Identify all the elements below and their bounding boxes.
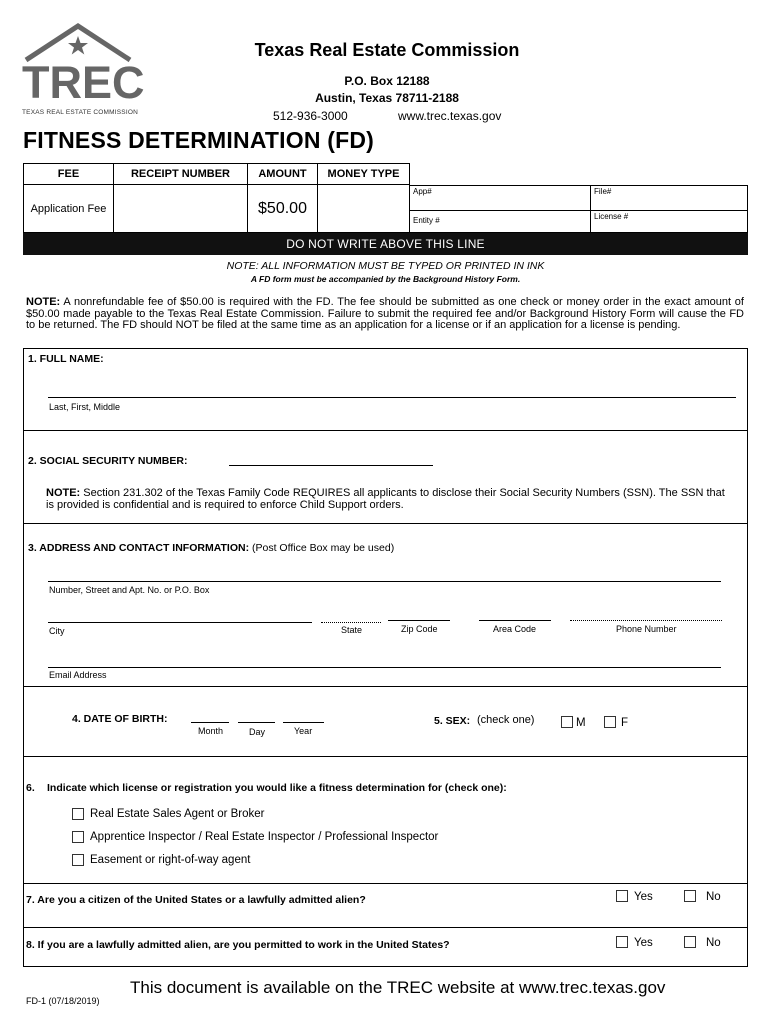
phone-number: 512-936-3000 bbox=[273, 109, 348, 123]
citizen-no-checkbox[interactable] bbox=[684, 890, 696, 902]
work-permit-yes-checkbox[interactable] bbox=[616, 936, 628, 948]
sales-agent-label: Real Estate Sales Agent or Broker bbox=[90, 808, 265, 820]
license-type-number: 6. bbox=[26, 782, 35, 794]
amount-header: AMOUNT bbox=[248, 164, 318, 185]
section-ssn bbox=[23, 430, 748, 524]
fee-note-label: NOTE: bbox=[26, 296, 61, 308]
work-permit-yes-label: Yes bbox=[634, 937, 653, 949]
city-hint: City bbox=[49, 626, 65, 636]
fee-table bbox=[23, 163, 410, 233]
sex-m-checkbox[interactable] bbox=[561, 716, 573, 728]
citizen-yes-checkbox[interactable] bbox=[616, 890, 628, 902]
sex-f-checkbox[interactable] bbox=[604, 716, 616, 728]
dob-month-hint: Month bbox=[198, 726, 224, 736]
dob-year-line[interactable] bbox=[283, 722, 324, 723]
sex-m-label: M bbox=[576, 717, 586, 729]
ssn-note-label: NOTE: bbox=[46, 487, 81, 499]
state-input-line[interactable] bbox=[321, 622, 381, 623]
section-work-permit bbox=[23, 927, 748, 967]
office-use-box bbox=[409, 185, 748, 233]
receipt-cell[interactable] bbox=[114, 185, 248, 233]
fee-note-text: A nonrefundable fee of $50.00 is required with the FD. The fee should be submitted as one check or money order in the exact amount of $50.00 made payable to the Texas Real Estate Commission. Failure to submit the required fee and/or Background History Form will cause the FD to be returned. The FD should NOT be filed at the same time as an application for a license or if an application for a license is pending. bbox=[26, 296, 744, 331]
logo-word: TREC bbox=[22, 57, 145, 108]
area-code-input-line[interactable] bbox=[479, 620, 551, 621]
dob-label: 4. DATE OF BIRTH: bbox=[72, 713, 168, 725]
citizen-label: 7. Are you a citizen of the United States or a lawfully admitted alien? bbox=[26, 894, 366, 906]
form-revision: FD-1 (07/18/2019) bbox=[26, 996, 100, 1006]
street-hint: Number, Street and Apt. No. or P.O. Box bbox=[49, 585, 210, 595]
zip-hint: Zip Code bbox=[401, 624, 438, 634]
dob-year-hint: Year bbox=[294, 726, 313, 736]
city-line: Austin, Texas 78711-2188 bbox=[315, 91, 459, 105]
work-permit-label: 8. If you are a lawfully admitted alien, are you permitted to work in the United States? bbox=[26, 939, 450, 951]
phone-hint: Phone Number bbox=[616, 624, 677, 634]
state-hint: State bbox=[341, 625, 363, 635]
star-icon bbox=[68, 36, 88, 55]
po-box: P.O. Box 12188 bbox=[344, 74, 430, 88]
amount-cell: $50.00 bbox=[248, 185, 318, 233]
section-citizen bbox=[23, 883, 748, 928]
license-number-field: License # bbox=[590, 211, 631, 235]
section-full-name bbox=[23, 348, 748, 431]
fee-header: FEE bbox=[24, 164, 114, 185]
form-title: FITNESS DETERMINATION (FD) bbox=[23, 127, 375, 153]
do-not-write-banner: DO NOT WRITE ABOVE THIS LINE bbox=[23, 233, 748, 255]
fee-note bbox=[26, 297, 744, 332]
sex-label: 5. SEX: bbox=[434, 715, 471, 727]
section-address bbox=[23, 523, 748, 687]
money-type-cell[interactable] bbox=[318, 185, 410, 233]
email-hint: Email Address bbox=[49, 670, 107, 680]
address-label: 3. ADDRESS AND CONTACT INFORMATION: bbox=[28, 542, 250, 554]
citizen-no-label: No bbox=[706, 891, 721, 903]
app-number-field: App# bbox=[413, 187, 432, 196]
section-dob-sex bbox=[23, 686, 748, 757]
sex-f-label: F bbox=[621, 717, 629, 729]
ink-note: NOTE: ALL INFORMATION MUST BE TYPED OR PRINTED IN INK bbox=[226, 260, 545, 272]
receipt-header: RECEIPT NUMBER bbox=[114, 164, 248, 185]
full-name-input-line[interactable] bbox=[48, 397, 736, 398]
fee-cell: Application Fee bbox=[24, 185, 114, 233]
work-permit-no-label: No bbox=[706, 937, 721, 949]
easement-agent-label: Easement or right-of-way agent bbox=[90, 854, 251, 866]
city-input-line[interactable] bbox=[48, 622, 312, 623]
full-name-label: 1. FULL NAME: bbox=[28, 353, 104, 365]
background-form-note: A FD form must be accompanied by the Background History Form. bbox=[250, 274, 521, 284]
org-title: Texas Real Estate Commission bbox=[254, 40, 520, 60]
license-type-label: Indicate which license or registration you would like a fitness determination for (check one): bbox=[47, 782, 507, 794]
ssn-label: 2. SOCIAL SECURITY NUMBER: bbox=[28, 455, 188, 467]
logo-subtitle: TEXAS REAL ESTATE COMMISSION bbox=[22, 109, 138, 116]
ssn-note-text: Section 231.302 of the Texas Family Code REQUIRES all applicants to disclose their Social Security Numbers (SSN). The SSN that is provided is confidential and is required to enforce Child Support orders. bbox=[46, 487, 725, 511]
area-code-hint: Area Code bbox=[493, 624, 537, 634]
email-input-line[interactable] bbox=[48, 667, 721, 668]
sales-agent-checkbox[interactable] bbox=[72, 808, 84, 820]
section-license-type bbox=[23, 756, 748, 884]
website-link[interactable]: www.trec.texas.gov bbox=[398, 109, 502, 123]
file-number-field: File# bbox=[590, 186, 614, 210]
footer-note: This document is available on the TREC website at www.trec.texas.gov bbox=[130, 978, 666, 997]
money-type-header: MONEY TYPE bbox=[318, 164, 410, 185]
inspector-label: Apprentice Inspector / Real Estate Inspector / Professional Inspector bbox=[90, 831, 439, 843]
full-name-hint: Last, First, Middle bbox=[49, 402, 121, 412]
inspector-checkbox[interactable] bbox=[72, 831, 84, 843]
dob-day-hint: Day bbox=[249, 727, 266, 737]
work-permit-no-checkbox[interactable] bbox=[684, 936, 696, 948]
dob-month-line[interactable] bbox=[191, 722, 229, 723]
ssn-input-line[interactable] bbox=[229, 465, 433, 466]
dob-day-line[interactable] bbox=[238, 722, 275, 723]
address-heading bbox=[28, 542, 394, 554]
entity-number-field: Entity # bbox=[413, 216, 440, 225]
citizen-yes-label: Yes bbox=[634, 891, 653, 903]
phone-input-line[interactable] bbox=[570, 620, 722, 621]
zip-input-line[interactable] bbox=[388, 620, 450, 621]
address-label-suffix: (Post Office Box may be used) bbox=[249, 542, 395, 554]
easement-agent-checkbox[interactable] bbox=[72, 854, 84, 866]
street-input-line[interactable] bbox=[48, 581, 721, 582]
ssn-note bbox=[46, 487, 726, 511]
sex-hint: (check one) bbox=[477, 714, 535, 726]
